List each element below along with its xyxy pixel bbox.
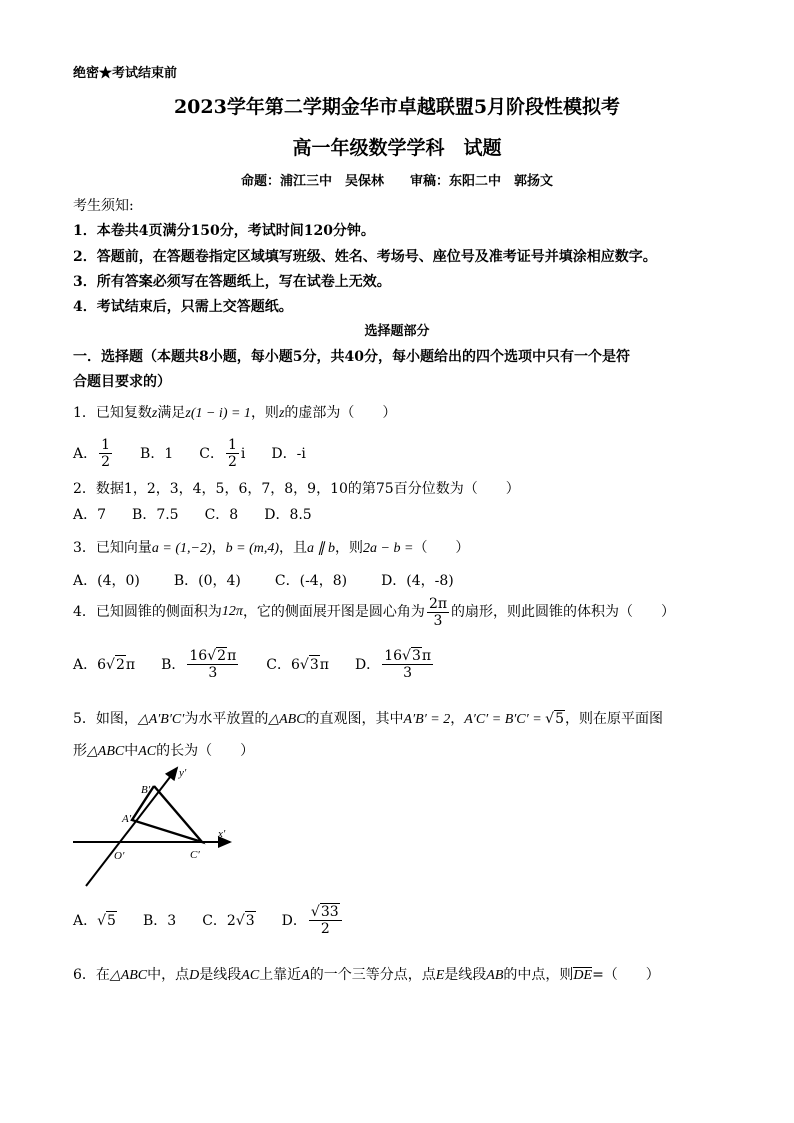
question-6: 6．在△ABC中，点D是线段AC上靠近A的一个三等分点，点E是线段AB的中点，则DE=（ ）	[73, 967, 660, 983]
question-5-options	[73, 904, 370, 937]
option-b: B． $\frac{16√2\pi}{3}$	[161, 648, 237, 681]
option-d: D． $\frac{16√3\pi}{3}$	[354, 648, 432, 681]
label-y-axis: y′	[179, 767, 187, 779]
label-c-prime: C′	[190, 849, 200, 861]
question-3-options	[73, 572, 480, 590]
section-instructions: 一．选择题（本题共8小题，每小题5分，共40分，每小题给出的四个选项中只有一个是符	[73, 349, 630, 365]
section-instructions-cont: 合题目要求的）	[73, 374, 171, 390]
option-b: B． 1	[140, 445, 174, 462]
option-c: C．8	[204, 507, 239, 523]
option-c: C．(-4，8)	[274, 573, 348, 589]
option-c: C． 6 √ 3 π	[266, 656, 329, 673]
option-a: A． 6 √ 2 π	[73, 656, 136, 673]
section-title: 选择题部分	[364, 324, 430, 339]
question-2-options	[73, 506, 338, 524]
option-b: B．7.5	[132, 507, 179, 523]
option-a: A． $\frac{1}{2}$	[73, 437, 111, 470]
option-c: C． 2 √ 3	[202, 912, 255, 929]
label-x-axis: x′	[218, 828, 226, 840]
notice-item: 2．答题前，在答题卷指定区域填写班级、姓名、考场号、座位号及准考证号并填涂相应数字。	[73, 249, 657, 265]
exam-subtitle: 高一年级数学学科 试题	[292, 137, 502, 159]
label-b-prime: B′	[141, 784, 151, 796]
option-c: C． $\frac{1}{2}$ i	[199, 437, 246, 470]
option-b: B．(0，4)	[173, 573, 241, 589]
option-a: A． √ 5	[73, 912, 116, 929]
notice-item: 1．本卷共4页满分150分，考试时间120分钟。	[73, 223, 375, 239]
question-4-options	[73, 648, 461, 681]
question-1: 1．已知复数z满足z(1 − i) = 1，则z的虚部为（ ）	[73, 405, 397, 421]
option-d: D．(4，-8)	[381, 573, 454, 589]
question-5-cont: 形△ABC中AC的长为（ ）	[73, 743, 255, 759]
label-o-prime: O′	[114, 850, 125, 862]
option-d: D． -i	[271, 445, 306, 462]
secret-label: 绝密★考试结束前	[73, 66, 178, 81]
notice-heading: 考生须知:	[73, 198, 134, 214]
notice-item: 3．所有答案必须写在答题纸上，写在试卷上无效。	[73, 274, 391, 290]
question-1-options	[73, 437, 332, 470]
question-3: 3．已知向量a = (1,−2)，b = (m,4)，且a ∥ b，则2a − b =（ ）	[73, 540, 470, 556]
label-a-prime: A′	[122, 813, 132, 825]
vector-de: DE	[573, 968, 593, 983]
question-5: 5．如图，△A′B′C′为水平放置的△ABC的直观图，其中A′B′ = 2，A′C′ = B′C′ = √5，则在原平面图	[73, 711, 664, 727]
authors-line: 命题：浦江三中 吴保林 审稿：东阳二中 郭扬文	[240, 174, 553, 189]
exam-title: 2023学年第二学期金华市卓越联盟5月阶段性模拟考	[173, 96, 621, 118]
option-d: D．8.5	[264, 507, 312, 523]
option-b: B． 3	[142, 912, 177, 929]
oblique-projection-figure	[68, 760, 238, 895]
notice-item: 4．考试结束后，只需上交答题纸。	[73, 299, 293, 315]
y-axis	[86, 768, 177, 886]
option-a: A．(4，0)	[73, 573, 140, 589]
question-4: 4．已知圆锥的侧面积为 12π ，它的侧面展开图是圆心角为 $\frac{2\pi}{3}$ 的扇形，则此圆锥的体积为（ ）	[73, 595, 676, 629]
question-2: 2．数据1，2，3，4，5，6，7，8，9，10的第75百分位数为（ ）	[73, 481, 520, 497]
option-d: D． $\frac{√33}{2}$	[282, 904, 344, 937]
option-a: A．7	[73, 507, 107, 523]
